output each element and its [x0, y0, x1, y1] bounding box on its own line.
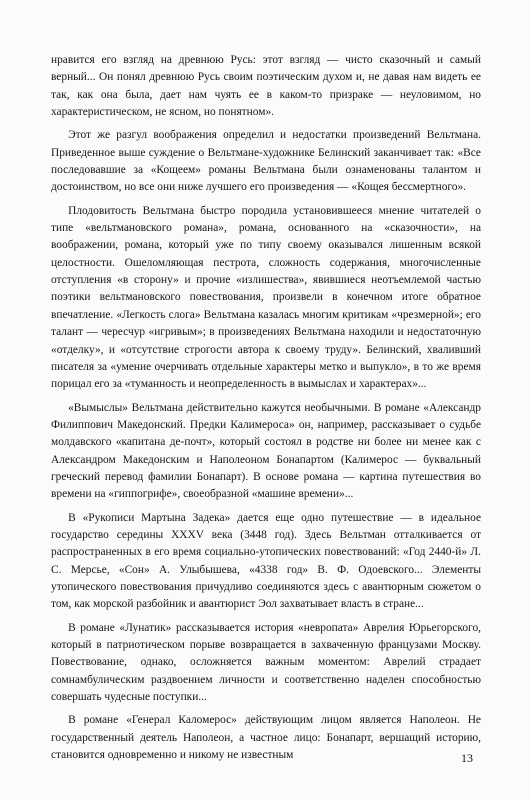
body-text [51, 52, 481, 764]
paragraph-continued: нравится его взгляд на древнюю Русь: этот взгляд — чисто сказочный и самый верный... Он понял древнюю Русь своим поэтическим духом и, не давая нам видеть ее так, как она была, дает нам чуять ее в каком-то призраке — неуловимом, но характеристическом, не ясном, но понятном». [51, 54, 481, 119]
paragraph: В романе «Генерал Каломерос» действующим лицом является Наполеон. Не государственный деятель Наполеон, а частное лицо: Бонапарт, вершащий историю, становится одновременно и никому не известным [51, 714, 481, 762]
paragraph: Этот же разгул воображения определил и недостатки произведений Вельтмана. Приведенное выше суждение о Вельтмане-художнике Белинский заканчивает так: «Все последовавшие за «Кощеем» романы Вельтмана были ознаменованы талантом и достоинством, но все они ниже лучшего его произведения — «Кощея бессмертного». [51, 129, 481, 194]
paragraph: В «Рукописи Мартына Задека» дается еще одно путешествие — в идеальное государство середины XXXV века (3448 год). Здесь Вельтман отталкивается от распространенных в его время социально-утопических повествований: «Год 2440-й» Л. С. Мерсье, «Сон» А. Улыбышева, «4338 год» В. Ф. Одоевского... Элементы утопического повествования причудливо соединяются здесь с авантюрным сюжетом о том, как морской разбойник и авантюрист Эол захватывает власть в стране... [51, 511, 481, 611]
paragraph: Плодовитость Вельтмана быстро породила установившееся мнение читателей о типе «вельтмановского романа», романа, основанного на «сказочности», на воображении, романа, который уже по типу своему оказывался лишенным всякой целостности. Ошеломляющая пестрота, сложность содержания, многочисленные отступления «в сторону» и прочие «излишества», явившиеся неотъемлемой частью поэтики вельтмановского повествования, произвели в конечном итоге обратное впечатление. «Легкость слога» Вельтмана казалась многим критикам «чрезмерной»; его талант — чересчур «игривым»; в произведениях Вельтмана находили и недостаточную «отделку», и «отсутствие строгости автора к своему труду». Белинский, хваливший писателя за «умение очерчивать отдельные характеры метко и выпукло», в то же время порицал его за «туманность и неопределенность в вымыслах и характерах»... [51, 204, 481, 391]
page-number: 13 [461, 751, 473, 765]
paragraph: В романе «Лунатик» рассказывается история «невропата» Аврелия Юрьегорского, который в патриотическом порыве возвращается в захваченную французами Москву. Повествование, однако, осложняется важным моментом: Аврелий страдает сомнамбулическим раздвоением личности и соответственно наделен способностью совершать чудесные поступки... [51, 621, 481, 704]
paragraph: «Вымыслы» Вельтмана действительно кажутся необычными. В романе «Александр Филиппович Македонский. Предки Калимероса» он, например, рассказывает о судьбе молдавского «капитана де-почт», который состоял в родстве ни более ни менее как с Александром Македонским и Наполеоном Бонапартом (Калимерос — буквальный греческий перевод фамилии Бонапарт). В основе романа — картина путешествия во времени на «гиппогрифе», своеобразной «машине времени»... [51, 401, 481, 501]
